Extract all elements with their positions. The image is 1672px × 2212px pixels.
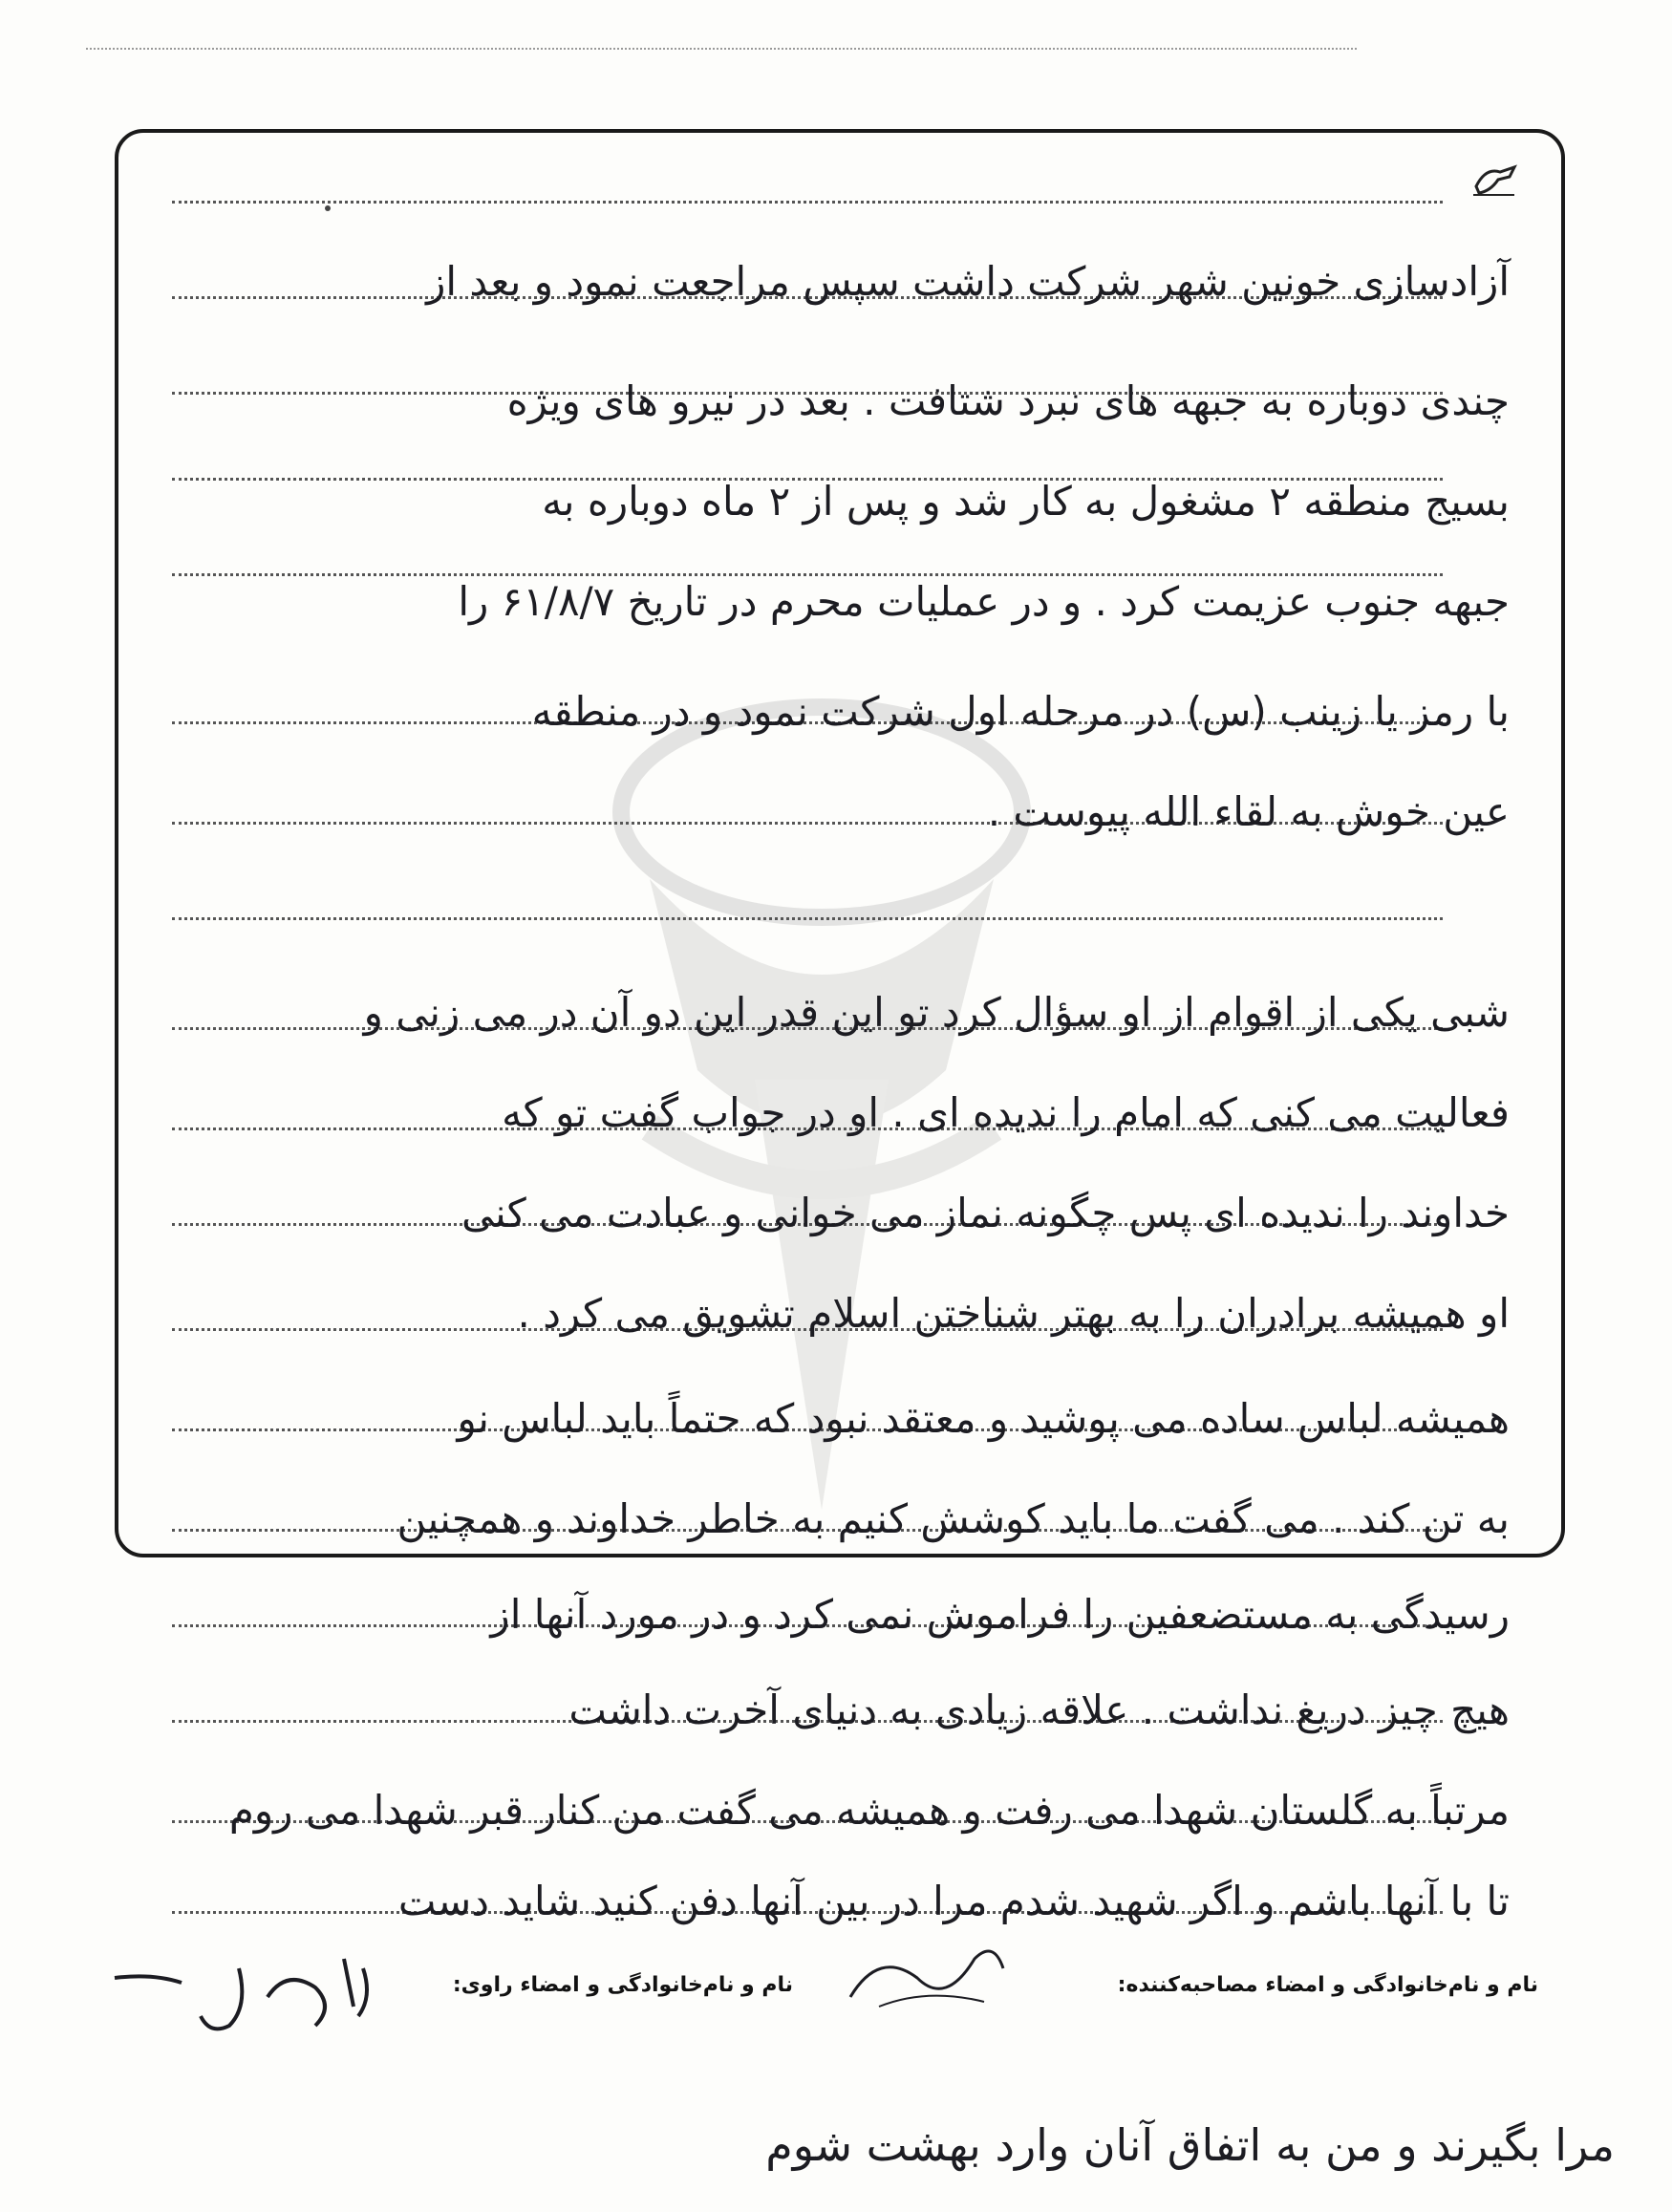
text-line: عین خوش به لقاء الله پیوست . <box>987 788 1510 835</box>
signature-row <box>134 1973 1538 2021</box>
text-line: به تن کند . می گفت ما باید کوشش کنیم به خاطر خداوند و همچنین <box>397 1495 1510 1542</box>
interviewer-label: نام و نام‌خانوادگی و امضاء مصاحبه‌کننده: <box>1117 1973 1538 1997</box>
text-line: آزادسازی خونین شهر شرکت داشت سپس مراجعت نمود و بعد از <box>426 258 1510 305</box>
text-line: چندی دوباره به جبهه های نبرد شتافت . بعد در نیرو های ویژه <box>506 377 1510 424</box>
bottom-note: مرا بگیرند و من به اتفاق آنان وارد بهشت شوم <box>765 2119 1615 2171</box>
text-line: با رمز یا زینب (س) در مرحله اول شرکت نمود و در منطقه <box>531 688 1510 735</box>
text-line: جبهه جنوب عزیمت کرد . و در عملیات محرم در تاریخ ۶۱/۸/۷ را <box>458 578 1510 625</box>
ruled-line <box>172 201 1443 204</box>
pen-hand-icon <box>1471 162 1519 201</box>
text-line: رسیدگی به مستضعفین را فراموش نمی کرد و در مورد آنها از <box>490 1591 1510 1638</box>
text-line: تا با آنها باشم و اگر شهید شدم مرا در بین آنها دفن کنید شاید دست <box>397 1878 1510 1924</box>
text-line: مرتباً به گلستان شهدا می رفت و همیشه می گفت من کنار قبر شهدا می روم <box>228 1787 1510 1834</box>
paper-speck <box>325 205 331 211</box>
narrator-label: نام و نام‌خانوادگی و امضاء راوی: <box>452 1973 793 1997</box>
top-dotted-rule <box>86 48 1357 50</box>
text-line: هیچ چیز دریغ نداشت . علاقه زیادی به دنیای آخرت داشت <box>568 1686 1510 1733</box>
text-line: او همیشه برادران را به بهتر شناختن اسلام تشویق می کرد . <box>517 1290 1510 1337</box>
text-line: فعالیت می کنی که امام را ندیده ای . او در جواب گفت تو که <box>502 1089 1510 1136</box>
ruled-line <box>172 917 1443 920</box>
text-line: بسیج منطقه ۲ مشغول به کار شد و پس از ۲ ماه دوباره به <box>542 478 1510 525</box>
text-line: شبی یکی از اقوام از او سؤال کرد تو این قدر این دو آن در می زنی و <box>363 989 1510 1036</box>
text-line: همیشه لباس ساده می پوشید و معتقد نبود که حتماً باید لباس نو <box>457 1395 1510 1442</box>
text-line: خداوند را ندیده ای پس چگونه نماز می خوانی و عبادت می کنی <box>461 1190 1510 1236</box>
